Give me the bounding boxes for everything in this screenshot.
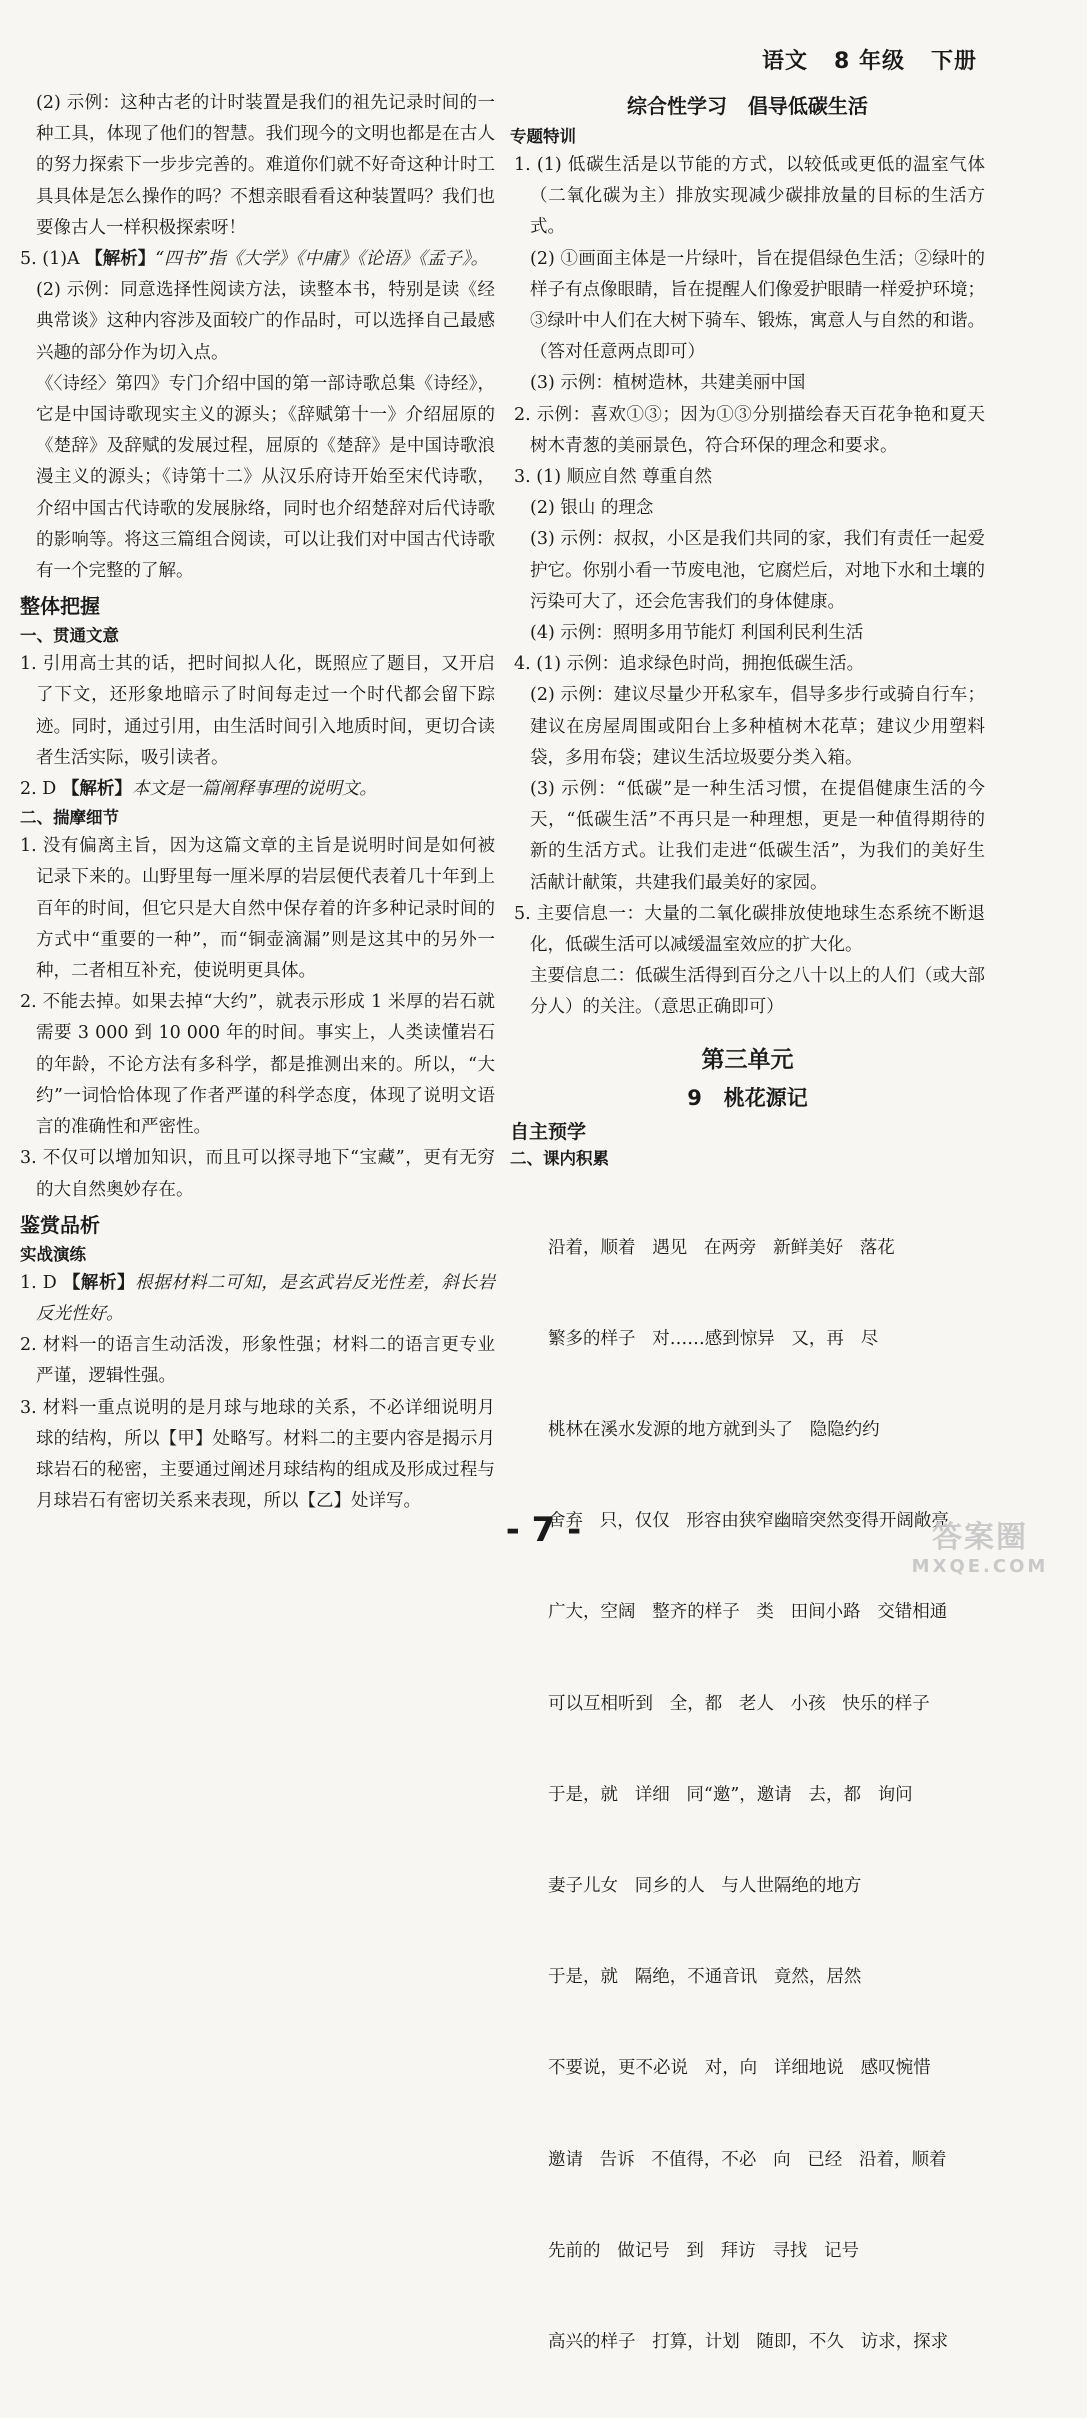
lesson-title: 9 桃花源记	[687, 1085, 808, 1110]
special-3-4: (4) 示例：照明多用节能灯 利国利民利生活	[530, 623, 864, 644]
vocab-line: 妻子儿女 同乡的人 与人世隔绝的地方	[548, 1876, 862, 1897]
topic-title: 综合性学习 倡导低碳生活	[627, 94, 868, 118]
vocab-line: 舍弃 只，仅仅 形容由狭窄幽暗突然变得开阔敞亮	[548, 1511, 949, 1532]
special-4-2: (2) 示例：建议尽量少开私家车，倡导多步行或骑自行车；建议在房屋周围或阳台上多种植树木花草；建议少用塑料袋，多用布袋；建议生活垃圾要分类入箱。	[530, 685, 985, 768]
analysis-label: 【解析】	[85, 249, 156, 270]
special-1-2: (2) ①画面主体是一片绿叶，旨在提倡绿色生活；②绿叶的样子有点像眼睛，旨在提醒人们像爱护眼睛一样爱护环境；③绿叶中人们在大树下骑车、锻炼，寓意人与自然的和谐。（答对任意两点即可）	[530, 248, 985, 363]
overall-2	[20, 774, 495, 805]
watermark-logo	[895, 1520, 1065, 1586]
analysis-label: 【解析】	[61, 779, 132, 800]
practice-3: 3. 材料一重点说明的是月球与地球的关系，不必详细说明月球的结构，所以【甲】处略写。材料二的主要内容是揭示月球岩石的秘密，主要通过阐述月球结构的组成及形成过程与月球岩石有密切关系来表现，所以【乙】处详写。	[20, 1397, 495, 1512]
special-4-1: 4. (1) 示例：追求绿色时尚，拥抱低碳生活。	[514, 654, 865, 675]
right-column	[510, 88, 985, 2418]
special-1-1: 1. (1) 低碳生活是以节能的方式，以较低或更低的温室气体（二氧化碳为主）排放实现减少碳排放量的目标的生活方式。	[514, 155, 985, 238]
header-subject: 语文	[762, 49, 809, 74]
practice-2: 2. 材料一的语言生动活泼，形象性强；材料二的语言更专业严谨，逻辑性强。	[20, 1335, 495, 1387]
page-number: - 7 -	[505, 1510, 582, 1550]
watermark-line-2: MXQE.COM	[911, 1556, 1049, 1577]
special-3-2: (2) 银山 的理念	[530, 498, 654, 519]
answer-5-1	[20, 244, 495, 275]
special-5-1: 5. 主要信息一：大量的二氧化碳排放使地球生态系统不断退化，低碳生活可以减缓温室效应的扩大化。	[514, 903, 985, 956]
detail-3: 3. 不仅可以增加知识，而且可以探寻地下“宝藏”，更有无穷的大自然奥妙存在。	[20, 1148, 495, 1200]
detail-2: 2. 不能去掉。如果去掉“大约”，就表示形成 1 米厚的岩石就需要 3 000 到 10 000 年的时间。事实上，人类读懂岩石的年龄，不论方法有多科学，都是推测出来的。所以，“大约”一词恰恰体现了作者严谨的科学态度，体现了说明文语言的准确性和严密性。	[20, 992, 495, 1138]
section-overall: 整体把握	[20, 594, 100, 619]
vocab-line: 于是，就 隔绝，不通音讯 竟然，居然	[548, 1967, 862, 1988]
answer-5-2: (2) 示例：同意选择性阅读方法，读整本书，特别是读《经典常谈》这种内容涉及面较广的作品时，可以选择自己最感兴趣的部分作为切入点。	[36, 280, 495, 363]
section-appreciate: 鉴赏品析	[20, 1212, 100, 1237]
left-column	[20, 88, 495, 1517]
unit-title: 第三单元	[701, 1046, 794, 1073]
special-4-3: (3) 示例：“低碳”是一种生活习惯，在提倡健康生活的今天，“低碳生活”不再只是一种理想，更是一种值得期待的新的生活方式。让我们走进“低碳生活”，为我们的美好生活献计献策，共建我们最美好的家园。	[530, 779, 985, 893]
overall-2-text: 本文是一篇阐释事理的说明文。	[131, 779, 377, 800]
practice-1-prefix: 1. D	[20, 1272, 63, 1293]
vocab-line: 邀请 告诉 不值得，不必 向 已经 沿着，顺着	[548, 2149, 947, 2170]
answer-5-1-text: “四书”指《大学》《中庸》《论语》《孟子》。	[155, 249, 489, 270]
subsection-practice: 实战演练	[20, 1244, 86, 1264]
practice-1-text: 根据材料二可知，是玄武岩反光性差，斜长岩反光性好。	[36, 1272, 496, 1324]
header-grade: 8 年级	[834, 49, 905, 74]
vocab-line: 不要说，更不必说 对，向 详细地说 感叹惋惜	[548, 2058, 931, 2079]
vocab-line: 桃林在溪水发源的地方就到头了 隐隐约约	[548, 1419, 880, 1440]
vocab-line: 先前的 做记号 到 拜访 寻找 记号	[548, 2240, 859, 2261]
special-5-2: 主要信息二：低碳生活得到百分之八十以上的人们（或大部分人）的关注。（意思正确即可）	[530, 966, 985, 1018]
answer-5-3: 《〈诗经〉第四》专门介绍中国的第一部诗歌总集《诗经》，它是中国诗歌现实主义的源头；《辞赋第十一》介绍屈原的《楚辞》及辞赋的发展过程，屈原的《楚辞》是中国诗歌浪漫主义的源头；《诗第十二》从汉乐府诗开始至宋代诗歌，介绍中国古代诗歌的发展脉络，同时也介绍楚辞对后代诗歌的影响等。将这三篇组合阅读，可以让我们对中国古代诗歌有一个完整的了解。	[36, 373, 495, 582]
analysis-label: 【解析】	[62, 1272, 136, 1293]
page-header	[762, 44, 977, 75]
subsection-special-training: 专题特训	[510, 127, 576, 146]
subsection-accumulation: 二、课内积累	[510, 1148, 609, 1168]
answer-4-2: (2) 示例：这种古老的计时装置是我们的祖先记录时间的一种工具，体现了他们的智慧。我们现今的文明也都是在古人的努力探索下一步步完善的。难道你们就不好奇这种计时工具具体是怎么操作的吗？不想亲眼看看这种装置吗？我们也要像古人一样积极探索呀！	[36, 93, 495, 238]
watermark-line-1: 答案圈	[932, 1520, 1028, 1555]
special-2: 2. 示例：喜欢①③；因为①③分别描绘春天百花争艳和夏天树木青葱的美丽景色，符合环保的理念和要求。	[514, 404, 985, 456]
vocab-line: 沿着，顺着 遇见 在两旁 新鲜美好 落花	[548, 1237, 895, 1258]
overall-1: 1. 引用高士其的话，把时间拟人化，既照应了题目，又开启了下文，还形象地暗示了时间每走过一个时代都会留下踪迹。同时，通过引用，由生活时间引入地质时间，更切合读者生活实际，吸引读者。	[20, 654, 495, 768]
overall-2-prefix: 2. D	[20, 779, 62, 800]
header-volume: 下册	[930, 49, 977, 74]
section-self-study: 自主预学	[510, 1120, 587, 1143]
vocab-line: 可以互相听到 全，都 老人 小孩 快乐的样子	[548, 1693, 930, 1714]
special-1-3: (3) 示例：植树造林，共建美丽中国	[530, 373, 806, 394]
vocab-list	[510, 1172, 985, 2418]
special-3-1: 3. (1) 顺应自然 尊重自然	[514, 467, 713, 488]
vocab-line: 于是，就 详细 同“邀”，邀请 去，都 询问	[548, 1784, 913, 1805]
vocab-line: 繁多的样子 对……感到惊异 又，再 尽	[548, 1328, 879, 1349]
detail-1: 1. 没有偏离主旨，因为这篇文章的主旨是说明时间是如何被记录下来的。山野里每一厘米厚的岩层便代表着几十年到上百年的时间，但它只是大自然中保存着的许多种记录时间的方式中“重要的一种”，而“铜壶滴漏”则是这其中的另外一种，二者相互补充，使说明更具体。	[20, 836, 495, 982]
special-3-3: (3) 示例：叔叔，小区是我们共同的家，我们有责任一起爱护它。你别小看一节废电池，它腐烂后，对地下水和土壤的污染可大了，还会危害我们的身体健康。	[530, 529, 985, 612]
subsection-details: 二、揣摩细节	[20, 808, 119, 828]
vocab-line: 高兴的样子 打算，计划 随即，不久 访求，探求	[548, 2332, 949, 2353]
subsection-comprehension: 一、贯通文意	[20, 626, 119, 646]
answer-5-1-prefix: 5. (1)A	[20, 249, 86, 270]
practice-1	[20, 1268, 495, 1330]
vocab-line: 广大，空阔 整齐的样子 类 田间小路 交错相通	[548, 1602, 948, 1623]
